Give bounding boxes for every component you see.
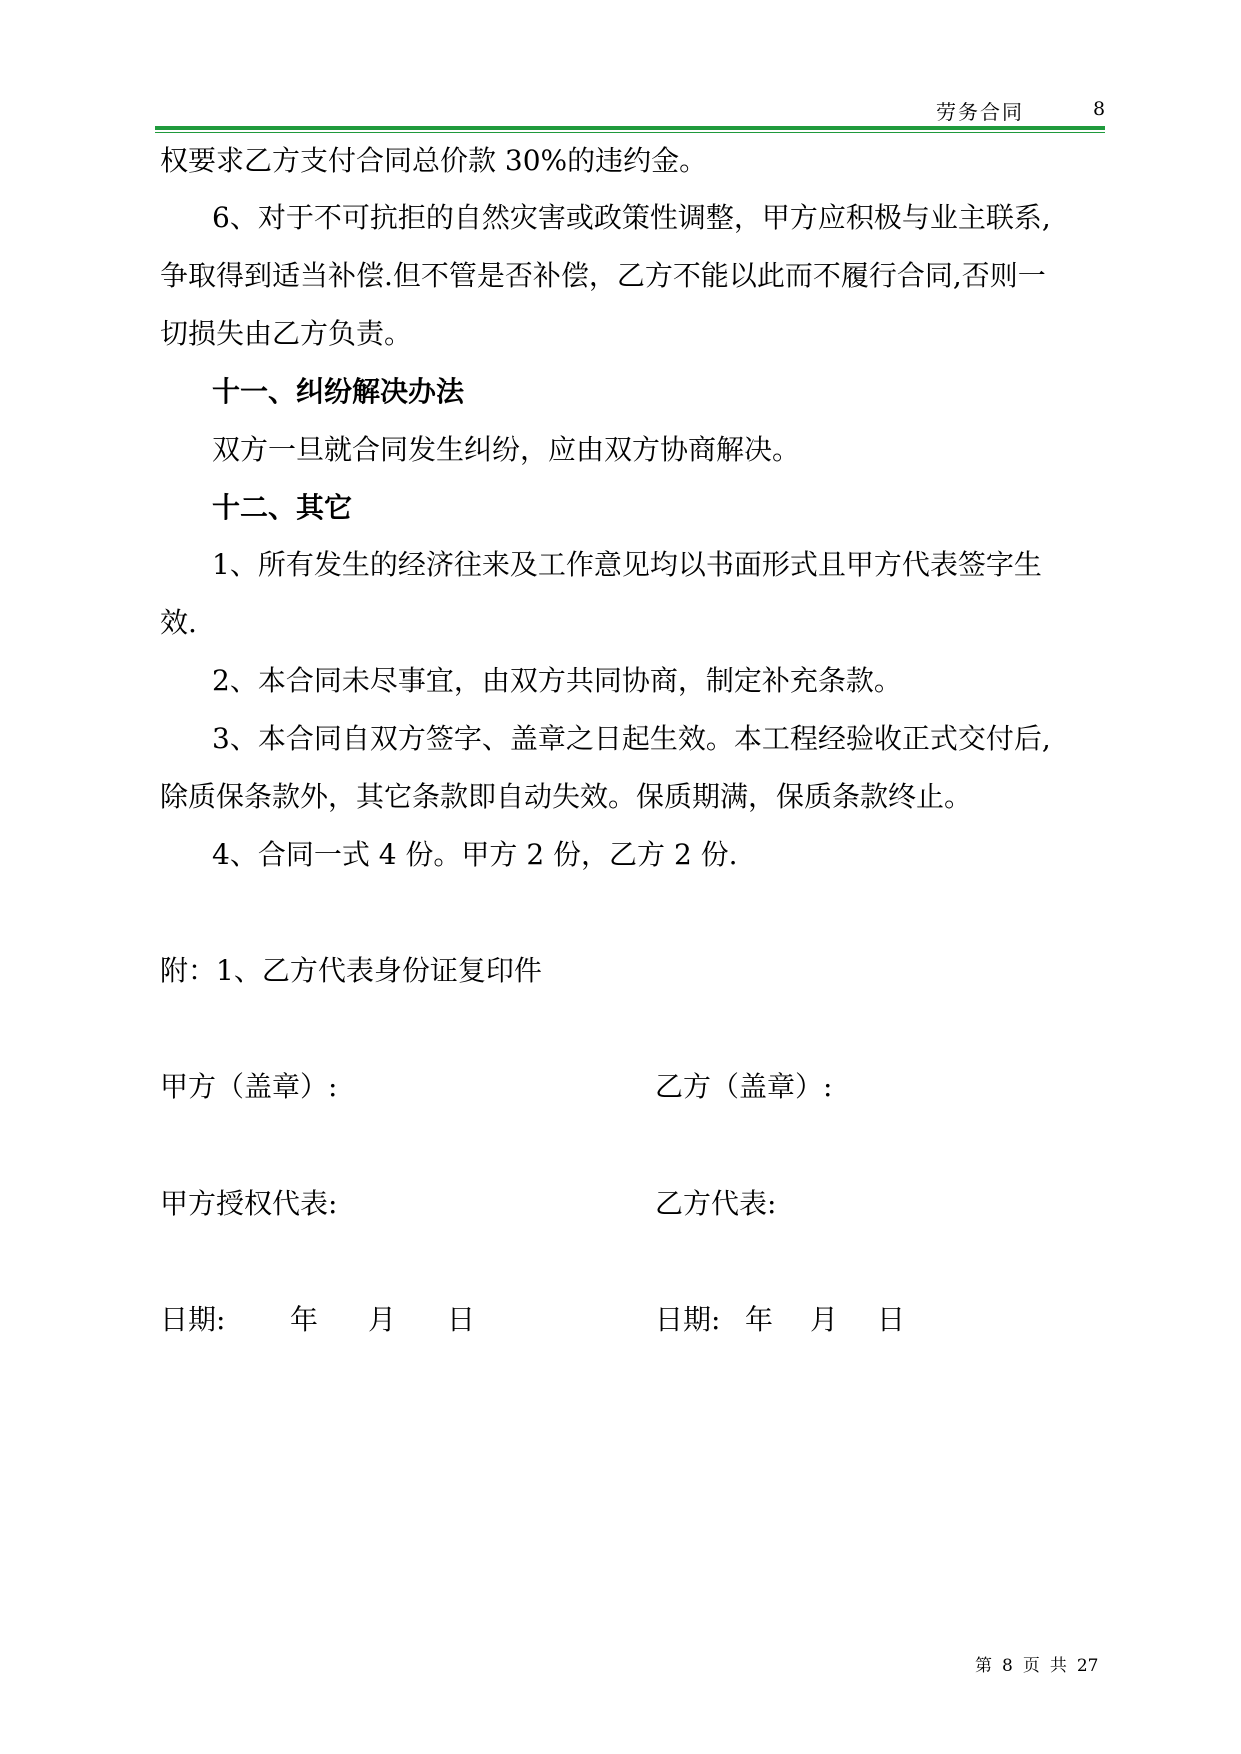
header-page-number: 8 (1093, 98, 1106, 120)
header-rule-thin (155, 132, 1105, 133)
header-rule-thick (155, 126, 1105, 130)
paragraph-other-1-line1: 1、所有发生的经济往来及工作意见均以书面形式且甲方代表签字生 (212, 548, 1042, 581)
section-heading-disputes: 十一、纠纷解决办法 (212, 375, 465, 408)
party-b-date-day: 日 (877, 1303, 906, 1336)
header-title: 劳务合同 (936, 100, 1024, 124)
party-a-date-day: 日 (447, 1303, 476, 1336)
section-heading-other: 十二、其它 (212, 491, 353, 524)
paragraph-disputes: 双方一旦就合同发生纠纷，应由双方协商解决。 (212, 433, 801, 466)
party-a-date-month: 月 (368, 1303, 397, 1336)
party-b-representative-label: 乙方代表: (655, 1187, 777, 1220)
page-footer (975, 1651, 1108, 1676)
footer-total-pages: 27 (1076, 1656, 1099, 1676)
footer-di: 第 (975, 1656, 992, 1676)
paragraph-force-majeure-line3: 切损失由乙方负责。 (160, 317, 413, 350)
party-a-representative-label: 甲方授权代表: (160, 1187, 338, 1220)
paragraph-penalty-end: 权要求乙方支付合同总价款 30%的违约金。 (160, 144, 708, 177)
party-b-date-year: 年 (745, 1303, 774, 1336)
paragraph-force-majeure-line1: 6、对于不可抗拒的自然灾害或政策性调整，甲方应积极与业主联系, (212, 201, 1051, 234)
footer-gong: 共 (1049, 1656, 1067, 1676)
party-b-date-month: 月 (810, 1303, 839, 1336)
paragraph-force-majeure-line2: 争取得到适当补偿.但不管是否补偿，乙方不能以此而不履行合同,否则一 (160, 259, 1046, 292)
paragraph-other-2: 2、本合同未尽事宜，由双方共同协商，制定补充条款。 (212, 664, 902, 697)
footer-page-number: 8 (1002, 1656, 1013, 1676)
party-b-seal-label: 乙方（盖章）: (655, 1070, 833, 1103)
party-a-seal-label: 甲方（盖章）: (160, 1070, 338, 1103)
party-a-date-year: 年 (290, 1303, 319, 1336)
paragraph-other-3-line2: 除质保条款外，其它条款即自动失效。保质期满，保质条款终止。 (160, 780, 973, 813)
paragraph-other-1-line2: 效. (160, 606, 197, 639)
paragraph-other-3-line1: 3、本合同自双方签字、盖章之日起生效。本工程经验收正式交付后, (212, 722, 1051, 755)
paragraph-other-4: 4、合同一式 4 份。甲方 2 份，乙方 2 份. (212, 838, 738, 871)
footer-ye: 页 (1022, 1656, 1040, 1676)
party-a-date-label: 日期: (160, 1303, 226, 1336)
attachment-note: 附：1、乙方代表身份证复印件 (160, 954, 542, 987)
party-b-date-label: 日期: (655, 1303, 721, 1336)
